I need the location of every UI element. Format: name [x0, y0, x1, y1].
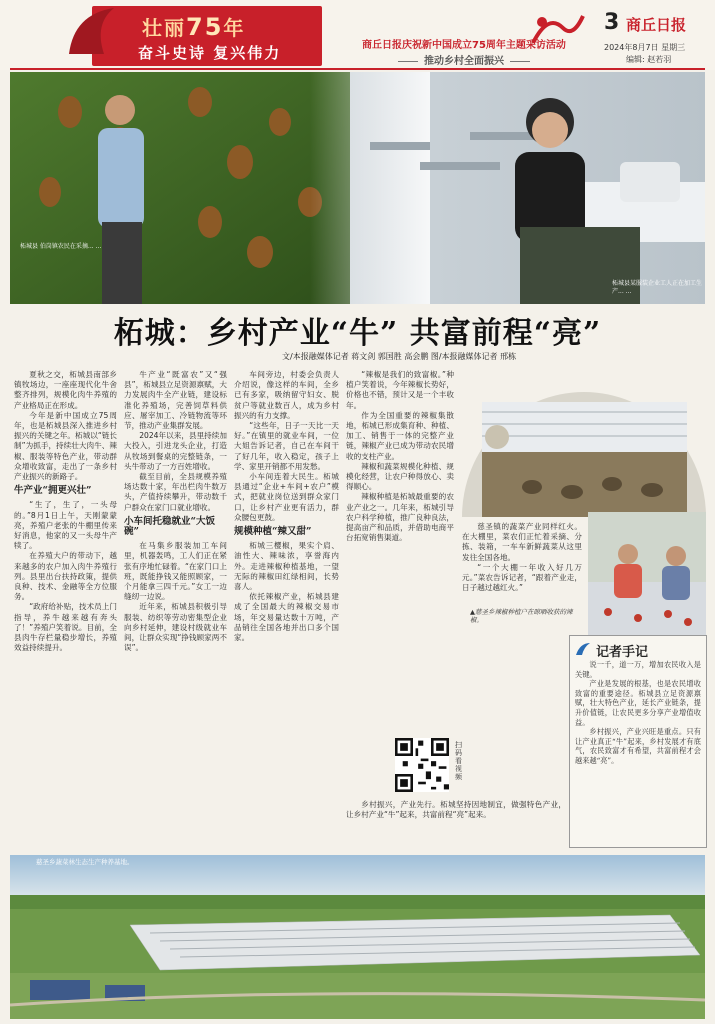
paragraph: 产业是发展的根基，也是农民增收致富的重要途径。柘城县立足资源禀赋，壮大特色产业，延长产业链条，提升价值链，让农民更多分享产业增值收益。: [575, 679, 701, 727]
quill-icon: [574, 641, 592, 657]
section-subhead-1: 牛产业“拥更兴壮”: [14, 485, 92, 497]
paragraph: 夏秋之交，柘城县南部乡镇牧场边，一座座现代化牛舍整齐排列，规模化肉牛养殖的产业格局正在形成。: [14, 370, 117, 410]
campaign-theme: 推动乡村全面振兴: [392, 52, 536, 67]
section-subhead-3: 规模种植“辣又甜”: [234, 526, 312, 538]
paragraph: 辣椒种植是柘城最重要的农业产业之一。几年来，柘城引导农户科学种植，推广良种良法，提高亩产和品质，并借助电商平台拓宽销售渠道。: [346, 492, 454, 543]
section-subhead-2: 小车间托稳就业“大饭碗”: [124, 515, 215, 538]
paragraph: 截至目前，全县规模养殖场达数十家，年出栏肉牛数万头，产值持续攀升，带动数千户群众在家门口就业增收。: [124, 472, 227, 512]
masthead-rule: [10, 68, 705, 70]
editor-credit: 编辑: 赵若羽: [626, 55, 672, 64]
banner-subtitle: 奋斗史诗 复兴伟力: [138, 44, 282, 62]
paragraph: 慈圣镇的蔬菜产业同样红火。在大棚里，菜农们正忙着采摘、分拣、装箱，一车车新鲜蔬菜从这里发往全国各地。: [462, 522, 582, 562]
top-right-photo-caption: 柘城县某服装企业工人正在加工生产... ...: [612, 280, 703, 295]
text-column-1: [14, 370, 117, 850]
paragraph: 乡村振兴，产业先行。柘城坚持因地制宜，做强特色产业，让乡村产业“牛”起来，共富前程“亮”起来。: [346, 800, 566, 820]
paragraph: “生了，生了，一头母的。”8月1日上午，天刚蒙蒙亮，养殖户老张的牛棚里传来好消息，他家的又一头母牛产犊了。: [14, 500, 117, 551]
qr-code[interactable]: [395, 738, 449, 792]
issue-date: 2024年8月7日 星期三: [604, 43, 686, 52]
paragraph: 柘城三樱椒，果实个肩、油性大、辣味浓，享誉海内外。走进辣椒种植基地，一望无际的辣椒田红绿相间，长势喜人。: [234, 541, 339, 592]
paragraph: 在养殖大户的带动下，越来越多的农户加入肉牛养殖行列。县里出台扶持政策，提供良种、技术、金融等全方位服务。: [14, 551, 117, 602]
paragraph: “这些年，日子一天比一天好。”在镇里的就业车间，一位大姐告诉记者，自己在车间干了好几年，收入稳定，孩子上学、家里开销都不用发愁。: [234, 421, 339, 471]
paragraph: “一个大棚一年收入好几万元。”菜农告诉记者，“跟着产业走，日子越过越红火。”: [462, 562, 582, 593]
campaign-title: 商丘日报庆祝新中国成立75周年主题采访活动: [362, 40, 566, 51]
text-column-2: [124, 370, 227, 850]
paragraph: 车间旁边，村委会负责人介绍说，像这样的车间，全乡已有多家，吸纳留守妇女、脱贫户等就业数百人，成为乡村振兴的有力支撑。: [234, 370, 339, 420]
pepper-photo-caption: ▲慈圣乡辣椒种植户在晾晒收获的辣椒。: [470, 608, 573, 624]
paragraph: 今年是新中国成立75周年，也是柘城县深入推进乡村振兴的关键之年。柘城以“链长制”为抓手，持续壮大肉牛、辣椒、服装等特色产业，带动群众增收致富，走出了一条乡村产业振兴的新路子。: [14, 410, 117, 482]
paragraph: 辣椒和蔬菜规模化种植、规模化经营，让农户种得放心、卖得顺心。: [346, 461, 454, 492]
text-column-4: [346, 370, 454, 730]
paragraph: “政府给补贴，技术员上门指导，养牛越来越有奔头了！”养殖户笑着说。目前，全县肉牛存栏量稳步增长，养殖效益持续提升。: [14, 602, 117, 653]
banner-title: 壮丽75年: [142, 13, 246, 41]
paragraph: 依托辣椒产业，柘城县建成了全国最大的辣椒交易市场，年交易量达数十万吨，产品销往全国各地并出口多个国家。: [234, 592, 339, 643]
brush-stroke-decoration: [64, 4, 124, 60]
pepper-grower-photo: [588, 512, 706, 635]
reporter-note-title: 记者手记: [596, 645, 649, 660]
page-number: 3: [604, 10, 620, 35]
masthead: [0, 0, 715, 70]
paragraph: 作为全国重要的辣椒集散地，柘城已形成集育种、种植、加工、销售于一体的完整产业链，辣椒产业已成为带动农民增收的支柱产业。: [346, 410, 454, 461]
bottom-photo-caption: 慈圣乡蔬菜林生态生产种养基地。: [36, 858, 134, 866]
top-photo-composite: [10, 72, 705, 304]
article-headline: 柘城：乡村产业“牛” 共富前程“亮”: [113, 316, 602, 351]
paragraph: 说一千，道一万，增加农民收入是关键。: [575, 660, 701, 679]
reporter-note-text: [575, 660, 701, 843]
anniversary-banner: [92, 6, 322, 66]
bottom-aerial-photo: [10, 855, 705, 1019]
paragraph: 近年来，柘城县积极引导服装、纺织等劳动密集型企业向乡村延伸，建设村级就业车间，让群众实现“挣钱顾家两不误”。: [124, 602, 227, 653]
text-column-4-bottom: [346, 800, 566, 848]
paragraph: “辣椒是我们的致富椒。”种植户笑着说，今年辣椒长势好，价格也不错，预计又是一个丰收年。: [346, 370, 454, 410]
paragraph: 在马集乡服装加工车间里，机器轰鸣，工人们正在紧张有序地忙碌着。“在家门口上班，既能挣钱又能照顾家，一个月能拿三四千元。”女工一边缝纫一边说。: [124, 541, 227, 602]
paper-logo: 商丘日报: [626, 16, 687, 34]
paragraph: 牛产业“既富农”又“强县”，柘城县立足资源禀赋，大力发展肉牛全产业链，建设标准化养殖场，完善饲草料供应、屠宰加工、冷链物流等环节，推动产业集群发展。: [124, 370, 227, 431]
article-byline: 文/本报融媒体记者 蒋文剑 郭国胜 高会鹏 图/本报融媒体记者 邢栋: [282, 352, 517, 361]
paragraph: 2024年以来，县里持续加大投入，引进龙头企业，打造从牧场到餐桌的完整链条，一头牛带动了一方百姓增收。: [124, 431, 227, 471]
barn-photo: [462, 392, 707, 517]
paragraph: 乡村振兴，产业兴旺是重点。只有让产业真正“牛”起来，乡村发展才有底气，农民致富才有希望，共富前程才会越来越“亮”。: [575, 727, 701, 765]
qr-label: 扫码看视频: [455, 741, 462, 781]
paragraph: 小车间连着大民生。柘城县通过“企业+车间+农户”模式，把就业岗位送到群众家门口，让乡村产业更有活力，群众腰包更鼓。: [234, 472, 339, 522]
text-column-3: [234, 370, 339, 850]
top-left-photo-caption: 柘城县 伯岗镇农民在采摘... ...: [20, 243, 102, 250]
